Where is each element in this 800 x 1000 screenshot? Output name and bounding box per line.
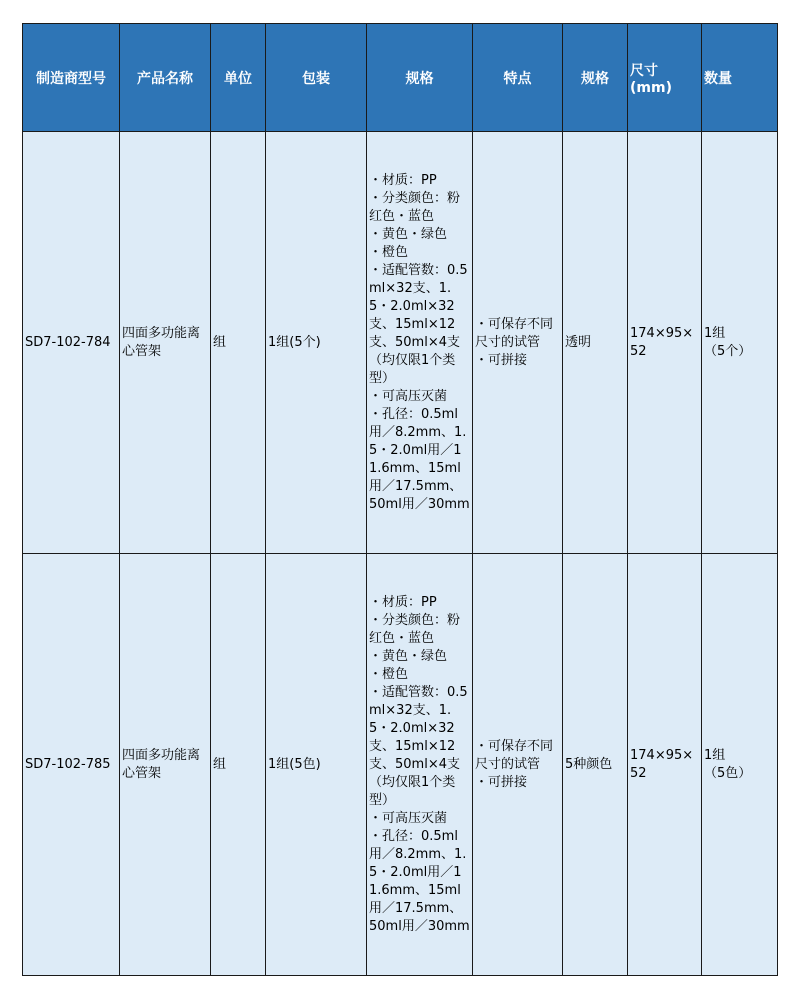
- cell-model: SD7-102-784: [23, 132, 120, 554]
- header-spec: 规格: [367, 24, 473, 132]
- header-feature: 特点: [473, 24, 563, 132]
- header-unit: 单位: [211, 24, 266, 132]
- header-size: 尺寸(mm): [628, 24, 702, 132]
- header-spec2: 规格: [563, 24, 628, 132]
- cell-package: 1组(5色): [266, 554, 367, 976]
- cell-quantity: 1组 （5个）: [702, 132, 778, 554]
- cell-feature: ・可保存不同尺寸的试管 ・可拼接: [473, 132, 563, 554]
- product-spec-table: [22, 23, 778, 976]
- cell-product-name: 四面多功能离心管架: [120, 132, 211, 554]
- table-header-row: [23, 24, 778, 132]
- cell-feature: ・可保存不同尺寸的试管 ・可拼接: [473, 554, 563, 976]
- table-row: [23, 132, 778, 554]
- cell-product-name: 四面多功能离心管架: [120, 554, 211, 976]
- cell-size: 174×95×52: [628, 132, 702, 554]
- header-model: 制造商型号: [23, 24, 120, 132]
- header-quantity: 数量: [702, 24, 778, 132]
- cell-quantity: 1组 （5色）: [702, 554, 778, 976]
- cell-size: 174×95×52: [628, 554, 702, 976]
- cell-model: SD7-102-785: [23, 554, 120, 976]
- cell-spec: ・材质：PP ・分类颜色：粉红色・蓝色 ・黄色・绿色 ・橙色 ・适配管数：0.5ml×32支、1.5・2.0ml×32支、15ml×12支、50ml×4支（均仅限1个类型） ・可高压灭菌 ・孔径：0.5ml用／8.2mm、1.5・2.0ml用／11.6mm、15ml用／17.5mm、50ml用／30mm: [367, 554, 473, 976]
- cell-spec2: 透明: [563, 132, 628, 554]
- header-product-name: 产品名称: [120, 24, 211, 132]
- cell-unit: 组: [211, 132, 266, 554]
- cell-spec2: 5种颜色: [563, 554, 628, 976]
- cell-spec: ・材质：PP ・分类颜色：粉红色・蓝色 ・黄色・绿色 ・橙色 ・适配管数：0.5ml×32支、1.5・2.0ml×32支、15ml×12支、50ml×4支（均仅限1个类型） ・可高压灭菌 ・孔径：0.5ml用／8.2mm、1.5・2.0ml用／11.6mm、15ml用／17.5mm、50ml用／30mm: [367, 132, 473, 554]
- cell-unit: 组: [211, 554, 266, 976]
- cell-package: 1组(5个): [266, 132, 367, 554]
- table-row: [23, 554, 778, 976]
- header-package: 包装: [266, 24, 367, 132]
